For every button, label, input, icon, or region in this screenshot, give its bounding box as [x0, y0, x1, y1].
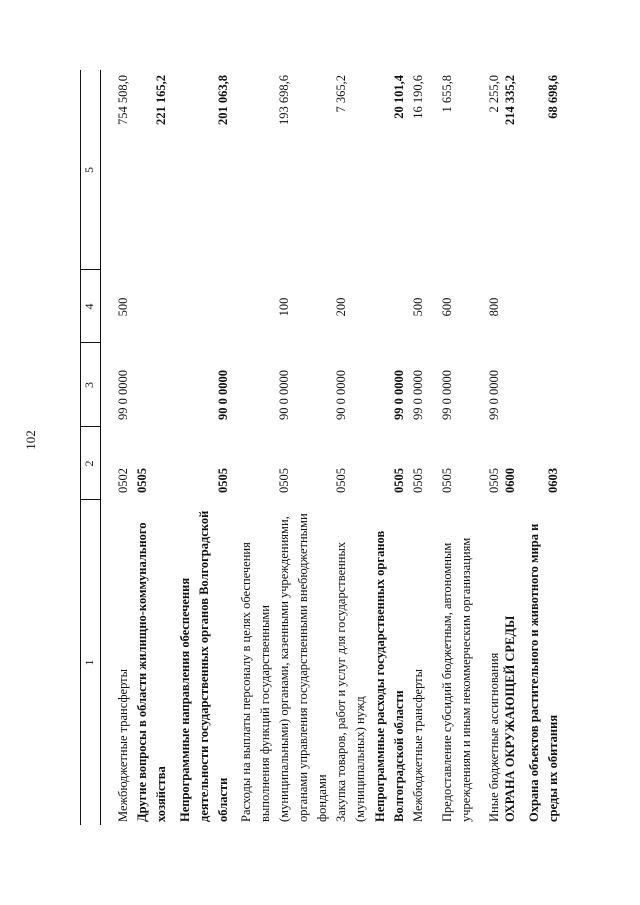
- budget-table: [80, 70, 570, 825]
- header-bottom-rule: [100, 70, 101, 825]
- row-target-code: 90 0 0000: [334, 370, 348, 420]
- row-target-code: 90 0 0000: [216, 370, 230, 420]
- row-amount: 1 655,8: [440, 75, 454, 113]
- row-name: Охрана объектов растительного и животного мира и среды их обитания: [527, 523, 560, 822]
- row-section: 0505: [135, 468, 149, 493]
- row-name: Предоставление субсидий бюджетным, автономным учреждениям и иным некоммерческим организациям: [440, 537, 473, 822]
- page-number: 102: [23, 430, 38, 450]
- row-name: Непрограммные направления обеспечения деятельности государственных органов Волгоградской области: [178, 510, 230, 822]
- row-target-code: 99 0 0000: [392, 370, 406, 420]
- row-expense-type: 500: [411, 297, 425, 317]
- row-expense-type: 500: [116, 297, 130, 317]
- row-expense-type: 800: [487, 297, 501, 317]
- column-header-2: 2: [82, 460, 96, 467]
- column-header-1: 1: [82, 659, 96, 666]
- column-header-3: 3: [82, 382, 96, 388]
- row-amount: 214 335,2: [503, 75, 517, 125]
- row-amount: 201 063,8: [216, 75, 230, 125]
- row-amount: 20 101,4: [392, 75, 406, 119]
- row-section: 0505: [392, 468, 406, 493]
- row-section: 0505: [440, 468, 454, 493]
- row-target-code: 99 0 0000: [487, 370, 501, 420]
- column-header-4: 4: [82, 303, 96, 310]
- row-section: 0505: [487, 468, 501, 493]
- row-section: 0505: [411, 468, 425, 493]
- table-top-rule: [80, 70, 81, 825]
- row-amount: 754 508,0: [116, 75, 130, 125]
- row-name: Межбюджетные трансферты: [116, 668, 130, 822]
- row-section: 0505: [334, 468, 348, 493]
- row-amount: 2 255,0: [487, 75, 501, 113]
- row-name: ОХРАНА ОКРУЖАЮЩЕЙ СРЕДЫ: [503, 615, 517, 822]
- row-section: 0505: [277, 468, 291, 493]
- row-target-code: 99 0 0000: [440, 370, 454, 420]
- row-amount: 16 190,6: [411, 75, 425, 119]
- row-target-code: 90 0 0000: [277, 370, 291, 420]
- row-amount: 68 698,6: [546, 75, 560, 119]
- row-name: Иные бюджетные ассигнования: [487, 652, 501, 822]
- row-section: 0505: [216, 468, 230, 493]
- row-name: Непрограммные расходы государственных органов Волгоградской области: [373, 530, 406, 822]
- row-section: 0600: [503, 468, 517, 493]
- row-expense-type: 600: [440, 297, 454, 317]
- row-amount: 7 365,2: [334, 75, 348, 113]
- row-target-code: 99 0 0000: [411, 370, 425, 420]
- row-expense-type: 200: [334, 297, 348, 317]
- row-target-code: 99 0 0000: [116, 370, 130, 420]
- row-section: 0502: [116, 468, 130, 493]
- row-name: Межбюджетные трансферты: [411, 668, 425, 822]
- row-name: Расходы на выплаты персоналу в целях обеспечения выполнения функций государственными (муниципальными) органами, казенными учреждениями, органами управления государственными внебюджетными фондами: [239, 513, 329, 822]
- row-section: 0603: [546, 468, 560, 493]
- row-amount: 193 698,6: [277, 75, 291, 125]
- row-amount: 221 165,2: [154, 75, 168, 125]
- row-name: Закупка товаров, работ и услуг для государственных (муниципальных) нужд: [334, 541, 367, 822]
- row-name: Другие вопросы в области жилищно-коммунального хозяйства: [135, 522, 168, 822]
- row-expense-type: 100: [277, 297, 291, 317]
- column-header-5: 5: [82, 167, 96, 173]
